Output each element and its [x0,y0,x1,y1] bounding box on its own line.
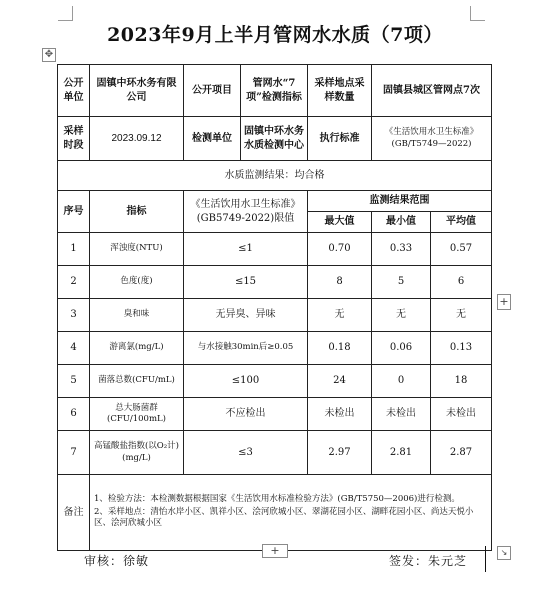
row-limit: ≤1 [184,233,308,266]
header-row-1 [58,65,492,117]
add-column-button[interactable] [497,294,511,310]
column-header-row-1 [58,191,492,212]
notes-line-1: 1、检验方法：本检测数据根据国家《生活饮用水标准检验方法》(GB/T5750—2006)进行检测。 [94,494,460,505]
table-row [58,299,492,332]
header-row-2 [58,117,492,161]
notes-row [58,475,492,551]
add-row-button[interactable] [262,544,288,558]
row-seq: 4 [58,332,90,365]
row-limit: ≤3 [184,431,308,475]
pub-unit-label: 公开单位 [58,65,90,117]
notes-content [90,475,492,551]
row-max: 未检出 [308,398,372,431]
period-label: 采样时段 [58,117,90,161]
row-seq: 3 [58,299,90,332]
row-limit: 与水接触30min后≥0.05 [184,332,308,365]
add-row-symbol: + [270,544,280,557]
page-corner-mark-right [470,6,485,21]
text-cursor [485,546,486,572]
row-min: 未检出 [372,398,431,431]
col-min: 最小值 [372,212,431,233]
col-max: 最大值 [308,212,372,233]
row-avg: 0.13 [431,332,492,365]
row-indicator: 总大肠菌群(CFU/100mL) [90,398,184,431]
notes-label: 备注 [58,475,90,551]
row-limit: ≤100 [184,365,308,398]
document-title: 2023年9月上半月管网水水质（7项） [107,24,443,46]
table-row [58,431,492,475]
test-unit-label: 检测单位 [184,117,241,161]
standard-value: 《生活饮用水卫生标准》(GB/T5749—2022) [372,117,492,161]
table-row [58,332,492,365]
row-avg: 6 [431,266,492,299]
table-move-handle-icon[interactable]: ✥ [42,48,56,62]
row-max: 2.97 [308,431,372,475]
row-limit: 无异臭、异味 [184,299,308,332]
row-max: 无 [308,299,372,332]
resize-symbol: ↘ [500,548,508,557]
table-row [58,365,492,398]
row-min: 0 [372,365,431,398]
table-resize-handle-icon[interactable] [497,546,511,560]
table-row [58,398,492,431]
col-limit: 《生活饮用水卫生标准》(GB5749-2022)限值 [184,191,308,233]
row-indicator: 臭和味 [90,299,184,332]
row-avg: 0.57 [431,233,492,266]
sample-value: 固镇县城区管网点7次 [372,65,492,117]
row-min: 0.06 [372,332,431,365]
row-limit: ≤15 [184,266,308,299]
row-min: 无 [372,299,431,332]
row-indicator: 高锰酸盐指数(以O₂计)(mg/L) [90,431,184,475]
reviewer: 审核：徐敏 [84,554,150,568]
row-min: 5 [372,266,431,299]
row-indicator: 浑浊度(NTU) [90,233,184,266]
result-summary: 水质监测结果：均合格 [58,161,492,191]
row-avg: 无 [431,299,492,332]
sample-label: 采样地点采样数量 [308,65,372,117]
row-max: 0.18 [308,332,372,365]
row-min: 0.33 [372,233,431,266]
row-min: 2.81 [372,431,431,475]
pub-unit-value: 固镇中环水务有限公司 [90,65,184,117]
row-seq: 1 [58,233,90,266]
col-avg: 平均值 [431,212,492,233]
water-quality-table [57,64,492,551]
row-seq: 5 [58,365,90,398]
row-indicator: 游离氯(mg/L) [90,332,184,365]
row-avg: 18 [431,365,492,398]
signer: 签发：朱元芝 [389,554,468,568]
row-indicator: 色度(度) [90,266,184,299]
col-indicator: 指标 [90,191,184,233]
row-max: 0.70 [308,233,372,266]
row-max: 8 [308,266,372,299]
pub-item-label: 公开项目 [184,65,241,117]
row-avg: 2.87 [431,431,492,475]
table-row [58,233,492,266]
add-column-symbol: + [499,295,509,308]
standard-label: 执行标准 [308,117,372,161]
row-seq: 6 [58,398,90,431]
row-seq: 2 [58,266,90,299]
row-limit: 不应检出 [184,398,308,431]
col-range: 监测结果范围 [308,191,492,212]
row-avg: 未检出 [431,398,492,431]
test-unit-value: 固镇中环水务水质检测中心 [241,117,308,161]
row-max: 24 [308,365,372,398]
period-value: 2023.09.12 [90,117,184,161]
notes-line-2: 2、采样地点：清怡水岸小区、凯祥小区、浍河欣城小区、翠湖花园小区、湖畔花园小区、尚达天悦小区、浍河欣城小区 [94,506,474,529]
summary-row [58,161,492,191]
pub-item-value: 管网水“7项”检测指标 [241,65,308,117]
row-seq: 7 [58,431,90,475]
page-corner-mark-left [58,6,73,21]
col-seq: 序号 [58,191,90,233]
row-indicator: 菌落总数(CFU/mL) [90,365,184,398]
table-row [58,266,492,299]
